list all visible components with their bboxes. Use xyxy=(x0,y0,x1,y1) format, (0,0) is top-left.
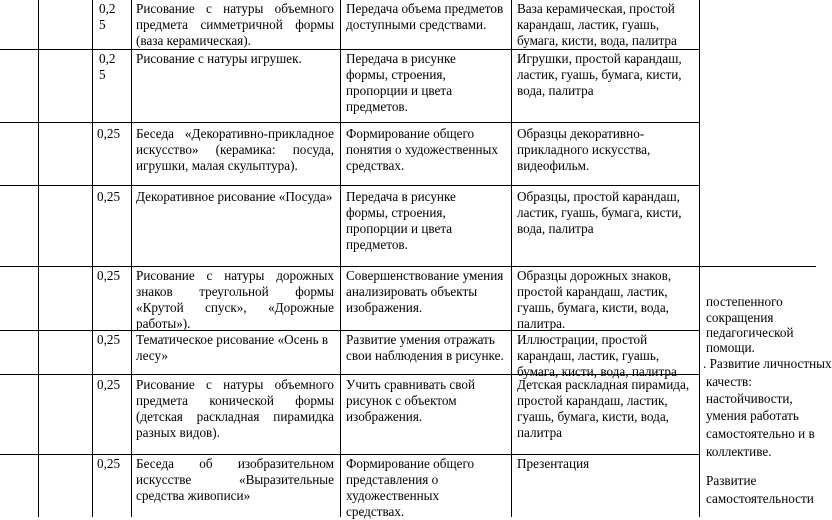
row-topic: Тематическое рисование «Осень в лесу» xyxy=(136,332,329,363)
row-goal: Формирование общего понятия о художественных средствах. xyxy=(346,126,498,173)
row-goal: Передача объема предметов доступными средствами. xyxy=(346,1,504,32)
row-hours: 0,25 xyxy=(97,189,121,204)
row-hours: 0,25 xyxy=(97,456,121,471)
row-topic: Беседа «Декоративно-прикладное искусство» (керамика: посуда, игрушки, малая скульптура). xyxy=(136,126,334,173)
row-hours: 0,25 xyxy=(97,377,121,392)
table-column-divider xyxy=(92,0,93,517)
row-topic: Рисование с натуры объемного предмета симметричной формы (ваза керамическая). xyxy=(136,1,334,48)
row-divider xyxy=(0,454,700,455)
row-goal: Передача в рисунке формы, строения, пропорции и цвета предметов. xyxy=(346,189,456,252)
row-divider xyxy=(0,266,816,267)
row-materials: Образцы, простой карандаш, ластик, гуашь, бумага, кисти, вода, палитра xyxy=(517,189,682,236)
table-column-divider xyxy=(511,0,512,517)
side-note-line: сокращения xyxy=(706,310,774,325)
row-hours: 0,2 5 xyxy=(99,51,116,82)
side-note-line: настойчивости, xyxy=(706,391,793,406)
row-hours: 0,2 5 xyxy=(99,1,116,32)
table-border-left xyxy=(38,0,39,517)
row-divider xyxy=(0,185,700,186)
row-goal: Передача в рисунке формы, строения, пропорции и цвета предметов. xyxy=(346,51,456,114)
row-topic: Декоративное рисование «Посуда» xyxy=(136,189,333,204)
row-divider xyxy=(0,122,700,123)
row-materials: Игрушки, простой карандаш, ластик, гуашь, бумага, кисти, вода, палитра xyxy=(517,51,682,98)
row-materials: Образцы декоративно-прикладного искусства, видеофильм. xyxy=(517,126,651,173)
row-divider xyxy=(0,49,700,50)
row-materials: Презентация xyxy=(517,456,590,471)
row-goal: Развитие умения отражать свои наблюдения в рисунке. xyxy=(346,332,504,363)
row-topic: Рисование с натуры игрушек. xyxy=(136,51,302,66)
row-goal: Формирование общего представления о художественных средствах. xyxy=(346,456,475,519)
row-materials: Образцы дорожных знаков, простой карандаш, ластик, гуашь, бумага, кисти, вода, палитра. xyxy=(517,268,672,331)
side-note-line: педагогической xyxy=(706,325,794,340)
row-goal: Совершенствование умения анализировать объекты изображения. xyxy=(346,268,504,315)
row-materials: Иллюстрации, простой карандаш, ластик, гуашь, бумага, кисти, вода, палитра xyxy=(517,332,677,379)
side-note-line: коллективе. xyxy=(706,444,772,459)
side-note-line: самостоятельно и в xyxy=(706,426,815,441)
side-note-line: Развитие xyxy=(706,473,757,488)
side-note-line: постепенного xyxy=(706,294,783,309)
row-goal: Учить сравнивать свой рисунок с объектом изображения. xyxy=(346,377,476,424)
table-column-divider xyxy=(131,0,132,517)
row-hours: 0,25 xyxy=(97,126,121,141)
side-note-line: самостоятельности xyxy=(706,491,814,506)
row-topic: Беседа об изобразительном искусстве «Выразительные средства живописи» xyxy=(136,456,334,503)
row-topic: Рисование с натуры объемного предмета конической формы (детская раскладная пирамидка разных видов). xyxy=(136,377,334,440)
row-topic: Рисование с натуры дорожных знаков треугольной формы «Крутой спуск», «Дорожные работы»). xyxy=(136,268,334,331)
row-materials: Детская раскладная пирамида, простой карандаш, ластик, гуашь, бумага, кисти, вода, палитра xyxy=(517,377,690,440)
table-column-divider xyxy=(699,0,700,517)
table-column-divider xyxy=(340,0,341,517)
row-hours: 0,25 xyxy=(97,268,121,283)
side-note-line: умения работать xyxy=(706,408,799,423)
row-hours: 0,25 xyxy=(97,332,121,347)
row-materials: Ваза керамическая, простой карандаш, ластик, гуашь, бумага, кисти, вода, палитра xyxy=(517,1,677,48)
side-note-line: качеств: xyxy=(706,374,752,389)
side-note-line: помощи. xyxy=(706,340,755,355)
side-note-line: . Развитие личностных xyxy=(703,356,832,371)
